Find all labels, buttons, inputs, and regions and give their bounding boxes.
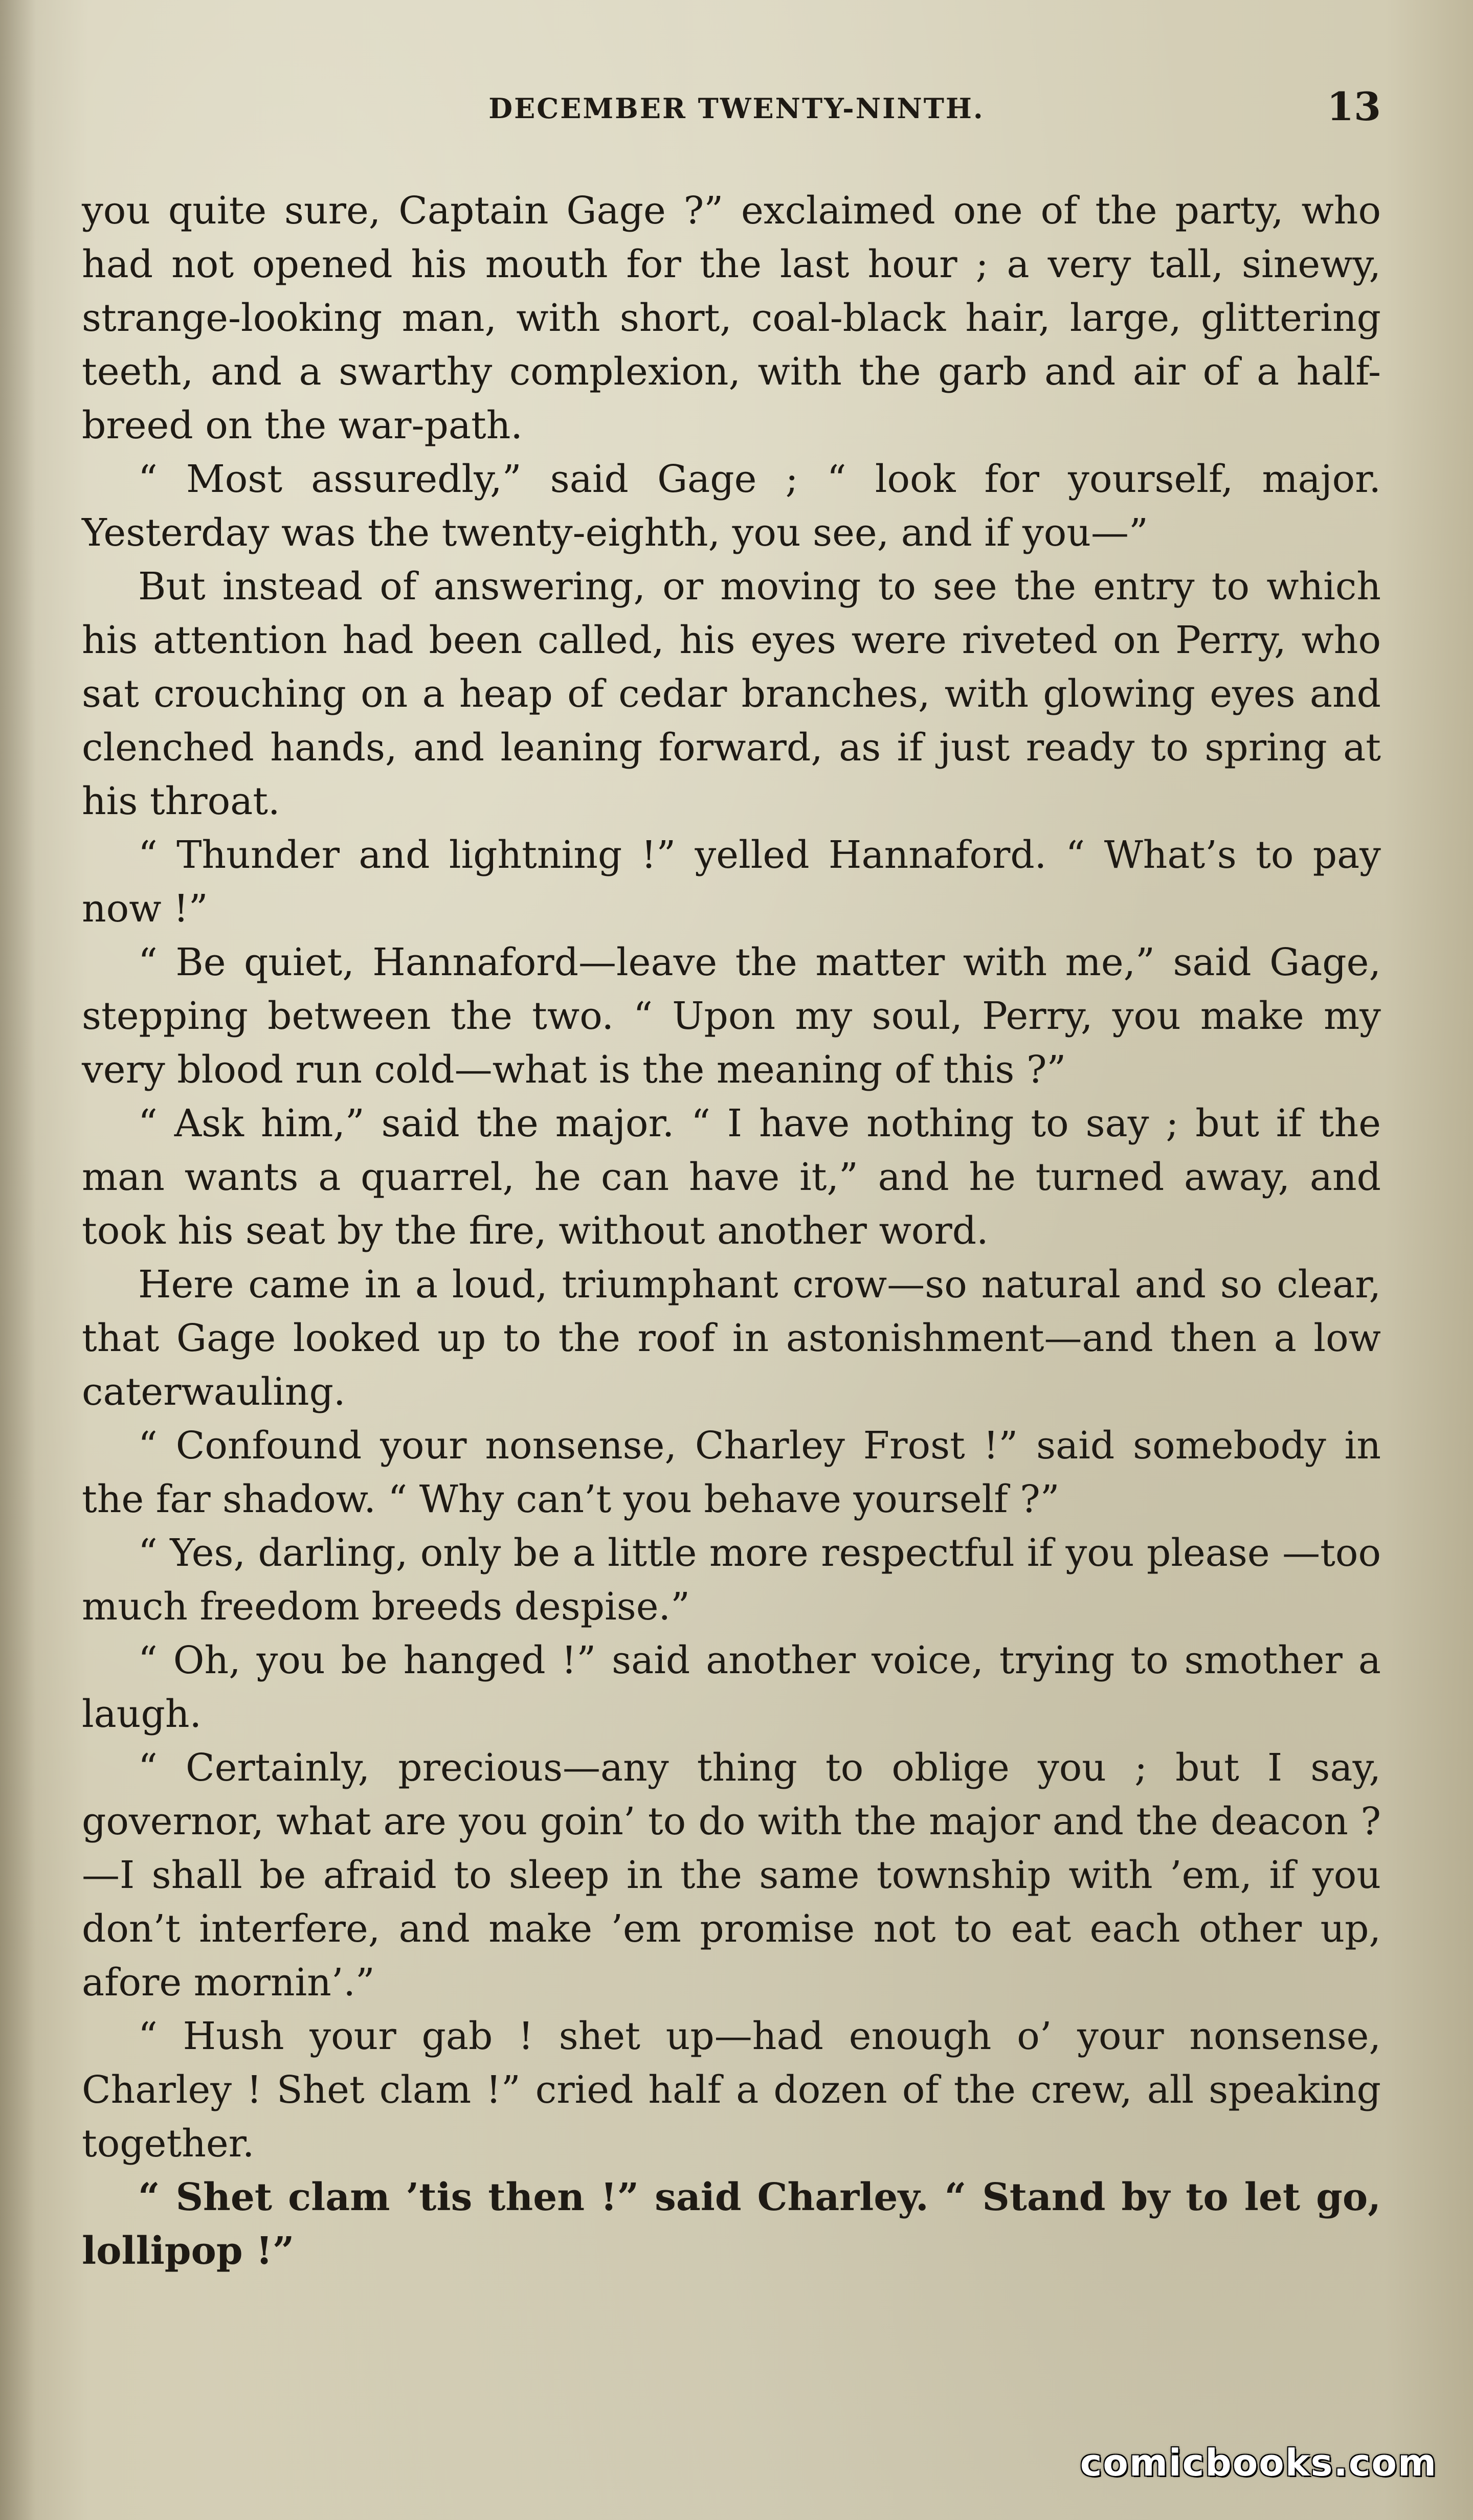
paragraph: “ Hush your gab ! shet up—had enough o’ your nonsense, Charley ! Shet clam !” cried half a dozen of the crew, all speaking together. [82,2014,1381,2166]
paragraph: “ Be quiet, Hannaford—leave the matter with me,” said Gage, stepping between the two. “ Upon my soul, Perry, you make my very blood run cold—what is the meaning of this ?” [82,940,1381,1092]
page-number: 13 [1327,84,1381,129]
running-head: DECEMBER TWENTY-NINTH. [488,92,985,125]
paragraph: But instead of answering, or moving to see the entry to which his attention had been called, his eyes were riveted on Perry, who sat crouching on a heap of cedar branches, with glowing eyes and clenched hands, and leaning forward, as if just ready to spring at his throat. [82,565,1381,823]
paragraph: you quite sure, Captain Gage ?” exclaimed one of the party, who had not opened his mouth for the last hour ; a very tall, sinewy, strange-looking man, with short, coal-black hair, large, glittering teeth, and a swarthy complexion, with the garb and air of a half-breed on the war-path. [82,189,1381,447]
body-text [82,184,1381,2278]
paragraph: “ Confound your nonsense, Charley Frost !” said somebody in the far shadow. “ Why can’t you behave yourself ?” [82,1424,1381,1521]
paragraph: “ Shet clam ’tis then !” said Charley. “ Stand by to let go, lollipop !” [82,2175,1381,2273]
paragraph: “ Certainly, precious—any thing to oblige you ; but I say, governor, what are you goin’ to do with the major and the deacon ?—I shall be afraid to sleep in the same township with ’em, if you don’t interfere, and make ’em promise not to eat each other up, afore mornin’.” [82,1746,1381,2005]
watermark: comicbooks.com [1080,2441,1437,2484]
paragraph: “ Thunder and lightning !” yelled Hannaford. “ What’s to pay now !” [82,833,1381,931]
paragraph: “ Most assuredly,” said Gage ; “ look for yourself, major. Yesterday was the twenty-eighth, you see, and if you—” [82,457,1381,555]
paragraph: Here came in a loud, triumphant crow—so natural and so clear, that Gage looked up to the roof in astonishment—and then a low caterwauling. [82,1263,1381,1414]
paragraph: “ Ask him,” said the major. “ I have nothing to say ; but if the man wants a quarrel, he can have it,” and he turned away, and took his seat by the fire, without another word. [82,1101,1381,1253]
page-header [82,77,1391,138]
paragraph: “ Yes, darling, only be a little more respectful if you please —too much freedom breeds despise.” [82,1531,1381,1629]
paragraph: “ Oh, you be hanged !” said another voice, trying to smother a laugh. [82,1638,1381,1736]
